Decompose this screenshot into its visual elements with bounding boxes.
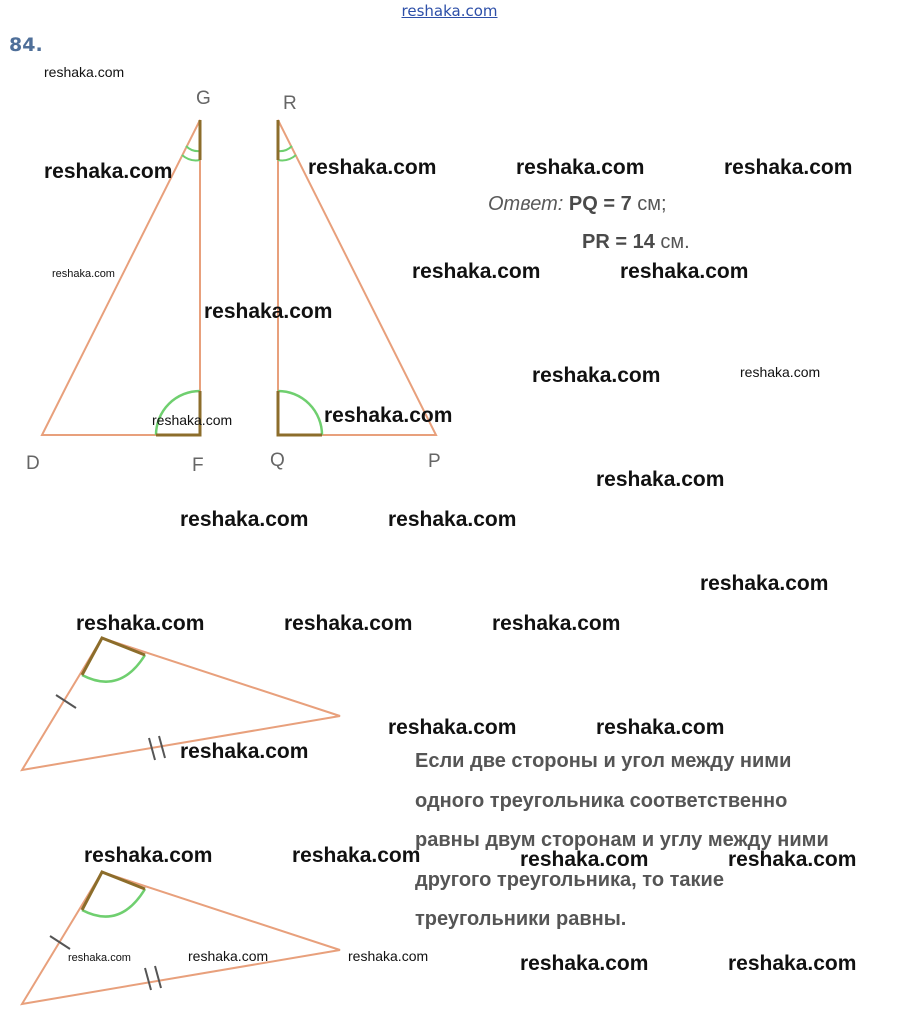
watermark: reshaka.com — [724, 156, 853, 179]
watermark: reshaka.com — [388, 716, 517, 739]
watermark: reshaka.com — [308, 156, 437, 179]
watermark: reshaka.com — [284, 612, 413, 635]
watermark: reshaka.com — [188, 948, 269, 964]
task-number: 84. — [9, 34, 43, 56]
tick-double-lower-1 — [145, 968, 151, 990]
angle-r-arc-2 — [278, 146, 292, 151]
watermark: reshaka.com — [620, 260, 749, 283]
vertex-label-d: D — [26, 453, 40, 474]
answer-label: Ответ: — [488, 193, 564, 215]
watermark: reshaka.com — [180, 740, 309, 763]
vertex-label-q: Q — [270, 450, 285, 471]
watermark: reshaka.com — [596, 468, 725, 491]
vertex-label-g: G — [196, 88, 211, 109]
site-header-link[interactable]: reshaka.com — [401, 2, 498, 20]
theorem-line: одного треугольника соответственно — [415, 789, 788, 812]
watermark: reshaka.com — [596, 716, 725, 739]
watermark: reshaka.com — [532, 364, 661, 387]
vertex-label-r: R — [283, 93, 297, 114]
watermark: reshaka.com — [412, 260, 541, 283]
vertex-label-p: P — [428, 451, 441, 472]
watermark: reshaka.com — [44, 64, 125, 80]
watermark: reshaka.com — [520, 848, 649, 871]
angle-g-arc-2 — [186, 146, 200, 151]
watermark: reshaka.com — [68, 952, 131, 964]
watermark: reshaka.com — [728, 952, 857, 975]
watermark: reshaka.com — [324, 404, 453, 427]
watermark: reshaka.com — [348, 948, 429, 964]
triangle-lower-vertex-shade — [82, 872, 145, 910]
watermark: reshaka.com — [516, 156, 645, 179]
vertex-label-f: F — [192, 455, 204, 476]
watermark: reshaka.com — [292, 844, 421, 867]
watermark: reshaka.com — [740, 364, 821, 380]
theorem-line: Если две стороны и угол между ними — [415, 750, 792, 772]
theorem-line: другого треугольника, то такие — [415, 868, 724, 891]
watermark: reshaka.com — [152, 412, 233, 428]
triangle-lower — [22, 872, 340, 1004]
answer-pq-name: PQ — [568, 193, 598, 215]
watermark: reshaka.com — [44, 160, 173, 183]
angle-g-arc — [182, 155, 200, 160]
watermark: reshaka.com — [728, 848, 857, 871]
watermark: reshaka.com — [84, 844, 213, 867]
answer-pr-value: = 14 — [615, 231, 655, 253]
watermark: reshaka.com — [520, 952, 649, 975]
tick-single-lower — [50, 936, 70, 949]
watermark: reshaka.com — [52, 268, 115, 280]
watermark: reshaka.com — [492, 612, 621, 635]
watermark: reshaka.com — [76, 612, 205, 635]
tick-double-lower-2 — [155, 966, 161, 988]
answer-pr-unit: см. — [660, 231, 690, 253]
triangle-upper-vertex-shade — [82, 638, 145, 675]
theorem-text — [415, 742, 895, 940]
answer-line-pr — [582, 231, 690, 254]
theorem-line: равны двум сторонам и углу между ними — [415, 829, 829, 851]
answer-line-pq — [488, 193, 667, 216]
answer-pr-name: PR — [582, 231, 610, 253]
watermark: reshaka.com — [180, 508, 309, 531]
answer-pq-unit: см; — [637, 193, 667, 215]
watermark: reshaka.com — [700, 572, 829, 595]
answer-pq-value: = 7 — [603, 193, 632, 215]
angle-r-arc — [278, 155, 296, 160]
theorem-line: треугольники равны. — [415, 908, 627, 930]
angle-q-arc — [278, 391, 322, 435]
watermark: reshaka.com — [388, 508, 517, 531]
watermark: reshaka.com — [204, 300, 333, 323]
